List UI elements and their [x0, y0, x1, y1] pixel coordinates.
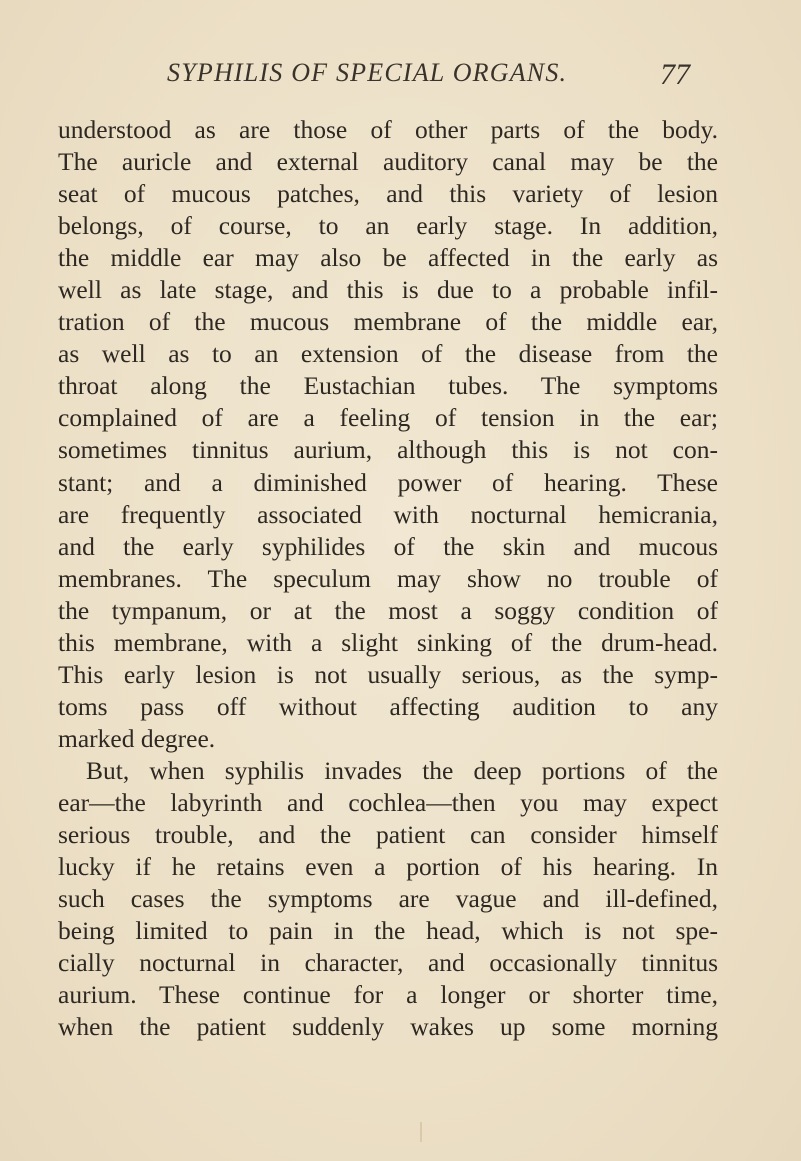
text-line: throat along the Eustachian tubes. The symptoms — [58, 371, 718, 401]
text-line: tration of the mucous membrane of the middle ear, — [58, 307, 718, 337]
text-line: when the patient suddenly wakes up some morning — [58, 1012, 718, 1042]
page-number: 77 — [660, 58, 690, 91]
page-blemish — [420, 1122, 422, 1142]
body-text — [58, 114, 718, 1043]
text-line: belongs, of course, to an early stage. In addition, — [58, 211, 718, 241]
text-line: are frequently associated with nocturnal hemicrania, — [58, 499, 718, 529]
text-line: complained of are a feeling of tension in the ear; — [58, 403, 718, 433]
text-line: lucky if he retains even a portion of his hearing. In — [58, 852, 718, 882]
paragraph-2 — [58, 755, 718, 1043]
text-line: ear—the labyrinth and cochlea—then you may expect — [58, 787, 718, 817]
paragraph-1 — [58, 114, 718, 755]
text-line: serious trouble, and the patient can consider himself — [58, 820, 718, 850]
text-line: But, when syphilis invades the deep portions of the — [86, 755, 718, 785]
text-line: this membrane, with a slight sinking of the drum-head. — [58, 627, 718, 657]
text-line: understood as are those of other parts of the body. — [58, 115, 718, 144]
text-line: and the early syphilides of the skin and mucous — [58, 531, 718, 561]
text-line: sometimes tinnitus aurium, although this is not con- — [58, 435, 718, 465]
text-line: aurium. These continue for a longer or shorter time, — [58, 980, 718, 1010]
text-line: cially nocturnal in character, and occasionally tinnitus — [58, 948, 718, 978]
text-line: marked degree. — [58, 723, 216, 753]
text-line: the middle ear may also be affected in the early as — [58, 243, 718, 273]
text-line: as well as to an extension of the disease from the — [58, 339, 718, 369]
text-line: toms pass off without affecting audition to any — [58, 691, 718, 721]
text-line: The auricle and external auditory canal may be the — [58, 147, 718, 177]
text-line: stant; and a diminished power of hearing. These — [58, 467, 718, 497]
text-line: the tympanum, or at the most a soggy condition of — [58, 595, 718, 625]
running-title: SYPHILIS OF SPECIAL ORGANS. — [167, 58, 568, 87]
text-line: well as late stage, and this is due to a probable infil- — [58, 275, 718, 305]
text-line: being limited to pain in the head, which is not spe- — [58, 916, 718, 946]
text-line: seat of mucous patches, and this variety of lesion — [58, 179, 718, 209]
text-line: membranes. The speculum may show no trouble of — [58, 563, 718, 593]
text-line: This early lesion is not usually serious, as the symp- — [58, 659, 718, 689]
text-line: such cases the symptoms are vague and ill-defined, — [58, 884, 718, 914]
running-head — [112, 58, 690, 98]
